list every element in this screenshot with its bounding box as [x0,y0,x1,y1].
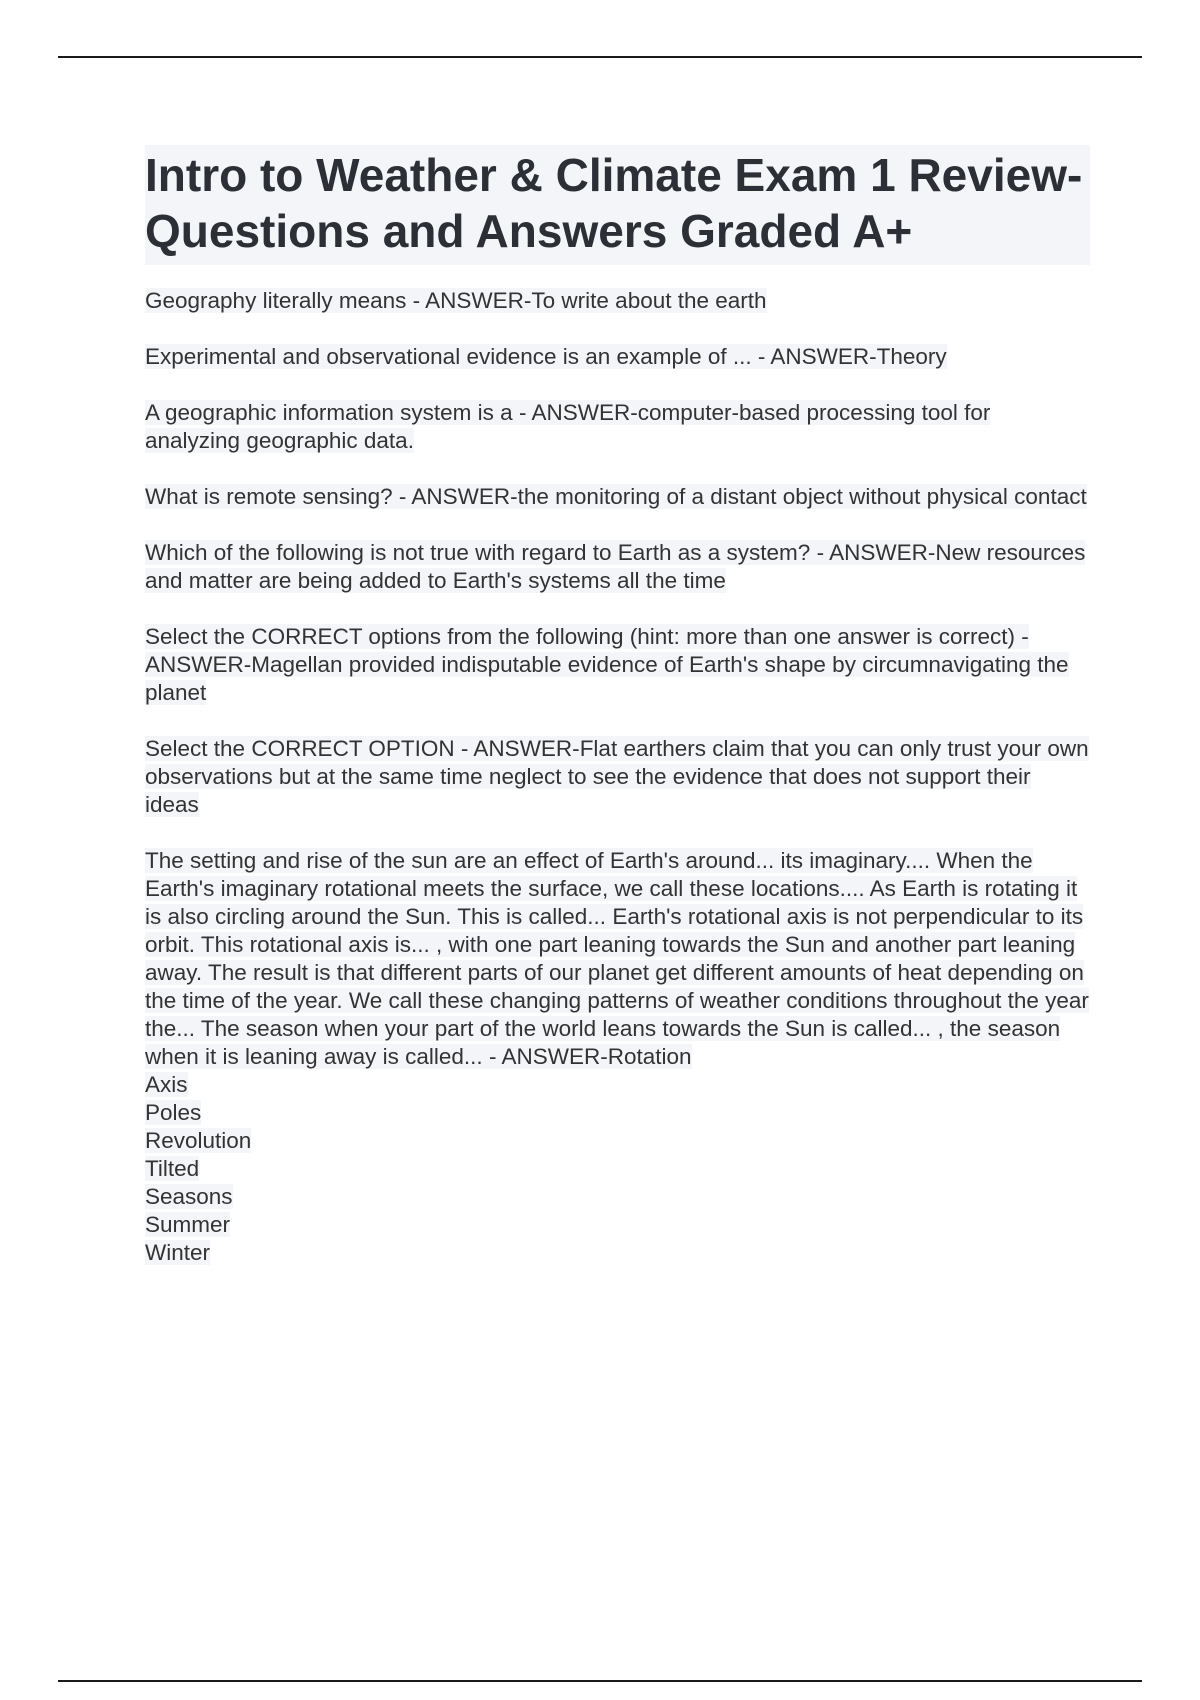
qa-item [145,343,1090,371]
qa-item [145,847,1090,1071]
top-rule [58,56,1142,58]
question-text: Which of the following is not true with regard to Earth as a system? [145,540,811,565]
answer-prefix: - ANSWER- [512,400,638,425]
answer-prefix: - ANSWER- [751,344,877,369]
answer-list-item: Axis [145,1072,188,1097]
answer-list-item: Seasons [145,1184,233,1209]
answer-prefix: - ANSWER- [810,540,936,565]
qa-item [145,735,1090,819]
question-text: Select the CORRECT OPTION [145,736,455,761]
answer-prefix: - ANSWER- [145,624,1029,677]
answer-text: Theory [876,344,947,369]
document-title: Intro to Weather & Climate Exam 1 Review-Questions and Answers Graded A+ [145,149,1083,257]
answer-text: Magellan provided indisputable evidence of Earth's shape by circumnavigating the planet [145,652,1069,705]
qa-item [145,399,1090,455]
answer-list-item: Revolution [145,1128,252,1153]
qa-item [145,623,1090,707]
question-text: A geographic information system is a [145,400,513,425]
question-text: Experimental and observational evidence is an example of ... [145,344,752,369]
question-text: Geography literally means [145,288,407,313]
answer-list-item: Tilted [145,1156,200,1181]
answer-prefix: - ANSWER- [392,484,518,509]
answer-text: Flat earthers claim that you can only trust your own observations but at the same time neglect to see the evidence that does not support their ideas [145,736,1089,817]
answer-list-item: Summer [145,1212,231,1237]
answer-list-item: Winter [145,1240,211,1265]
answer-prefix: - ANSWER- [406,288,532,313]
question-text: What is remote sensing? [145,484,393,509]
qa-item [145,539,1090,595]
answer-list [145,1071,1090,1267]
title-block [145,145,1090,265]
answer-text: the monitoring of a distant object without physical contact [517,484,1087,509]
answer-text: New resources and matter are being added to Earth's systems all the time [145,540,1086,593]
answer-text: Rotation [607,1044,692,1069]
answer-prefix: - ANSWER- [454,736,580,761]
question-text: The setting and rise of the sun are an effect of Earth's around... its imaginary.... When the Earth's imaginary rotational meets the surface, we call these locations.... As Earth is rotating it is also circling around the Sun. This is called... Earth's rotational axis is not perpendicular to its orbit. This rotational axis is... , with one part leaning towards the Sun and another part leaning away. The result is that different parts of our planet get different amounts of heat depending on the time of the year. We call these changing patterns of weather conditions throughout the year the... The season when your part of the world leans towards the Sun is called... , the season when it is leaning away is called... [145,848,1089,1069]
answer-list-item: Poles [145,1100,202,1125]
document-body [145,145,1090,1267]
answer-prefix: - ANSWER- [482,1044,608,1069]
question-text: Select the CORRECT options from the following (hint: more than one answer is correct) [145,624,1015,649]
answer-text: computer-based processing tool for analyzing geographic data. [145,400,991,453]
answer-text: To write about the earth [531,288,767,313]
bottom-rule [58,1680,1142,1682]
qa-item [145,287,1090,315]
qa-item [145,483,1090,511]
